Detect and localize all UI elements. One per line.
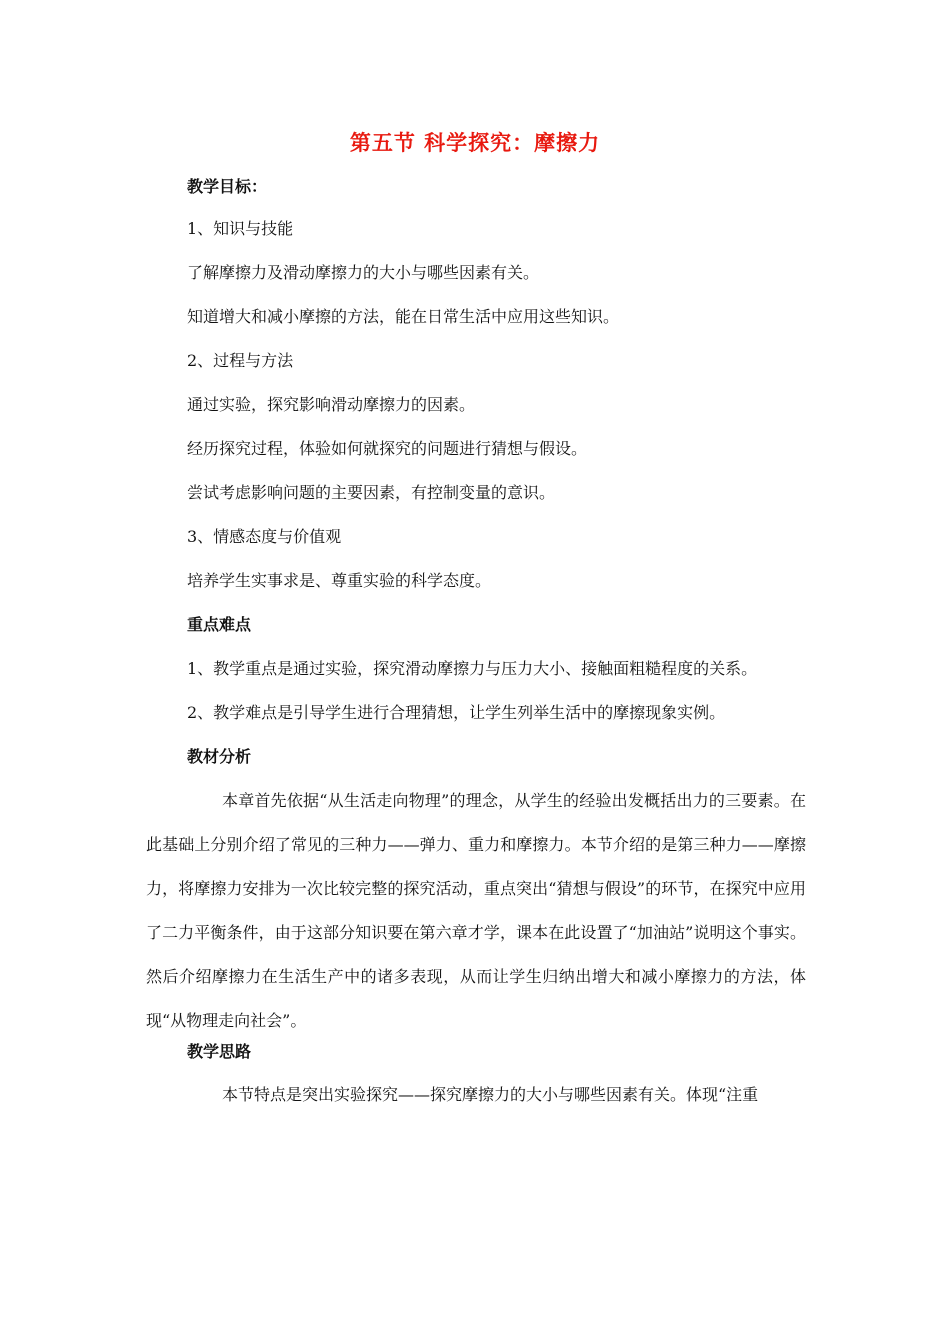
- approach-paragraph: 本节特点是突出实验探究——探究摩擦力的大小与哪些因素有关。体现“注重: [222, 1085, 759, 1104]
- analysis-heading: 教材分析: [187, 747, 252, 766]
- page-title: 第五节 科学探究：摩擦力: [349, 131, 601, 155]
- objectives-heading: 教学目标：: [187, 177, 268, 196]
- analysis-paragraph: 本章首先依据“从生活走向物理”的理念，从学生的经验出发概括出力的三要素。在此基础上分别介绍了常见的三种力——弹力、重力和摩擦力。本节介绍的是第三种力——摩擦力，将摩擦力安排为一次比较完整的探究活动，重点突出“猜想与假设”的环节，在探究中应用了二力平衡条件，由于这部分知识要在第六章才学，课本在此设置了“加油站”说明这个事实。然后介绍摩擦力在生活生产中的诸多表现，从而让学生归纳出增大和减小摩擦力的方法，体现“从物理走向社会”。: [146, 791, 806, 1030]
- objective-2-line-2: 经历探究过程，体验如何就探究的问题进行猜想与假设。: [187, 439, 588, 458]
- objective-1-line-2: 知道增大和减小摩擦的方法，能在日常生活中应用这些知识。: [187, 307, 620, 326]
- objective-2-line-1: 通过实验，探究影响滑动摩擦力的因素。: [187, 395, 476, 414]
- key-point-line-1: 1、教学重点是通过实验，探究滑动摩擦力与压力大小、接触面粗糙程度的关系。: [187, 659, 758, 678]
- approach-heading: 教学思路: [187, 1042, 252, 1061]
- objective-1-heading: 1、知识与技能: [187, 219, 294, 238]
- key-point-line-2: 2、教学难点是引导学生进行合理猜想，让学生列举生活中的摩擦现象实例。: [187, 703, 726, 722]
- objective-3-line-1: 培养学生实事求是、尊重实验的科学态度。: [187, 571, 492, 590]
- objective-2-line-3: 尝试考虑影响问题的主要因素，有控制变量的意识。: [187, 483, 556, 502]
- objective-3-heading: 3、情感态度与价值观: [187, 527, 342, 546]
- objective-1-line-1: 了解摩擦力及滑动摩擦力的大小与哪些因素有关。: [187, 263, 540, 282]
- objective-2-heading: 2、过程与方法: [187, 351, 294, 370]
- key-points-heading: 重点难点: [187, 615, 252, 634]
